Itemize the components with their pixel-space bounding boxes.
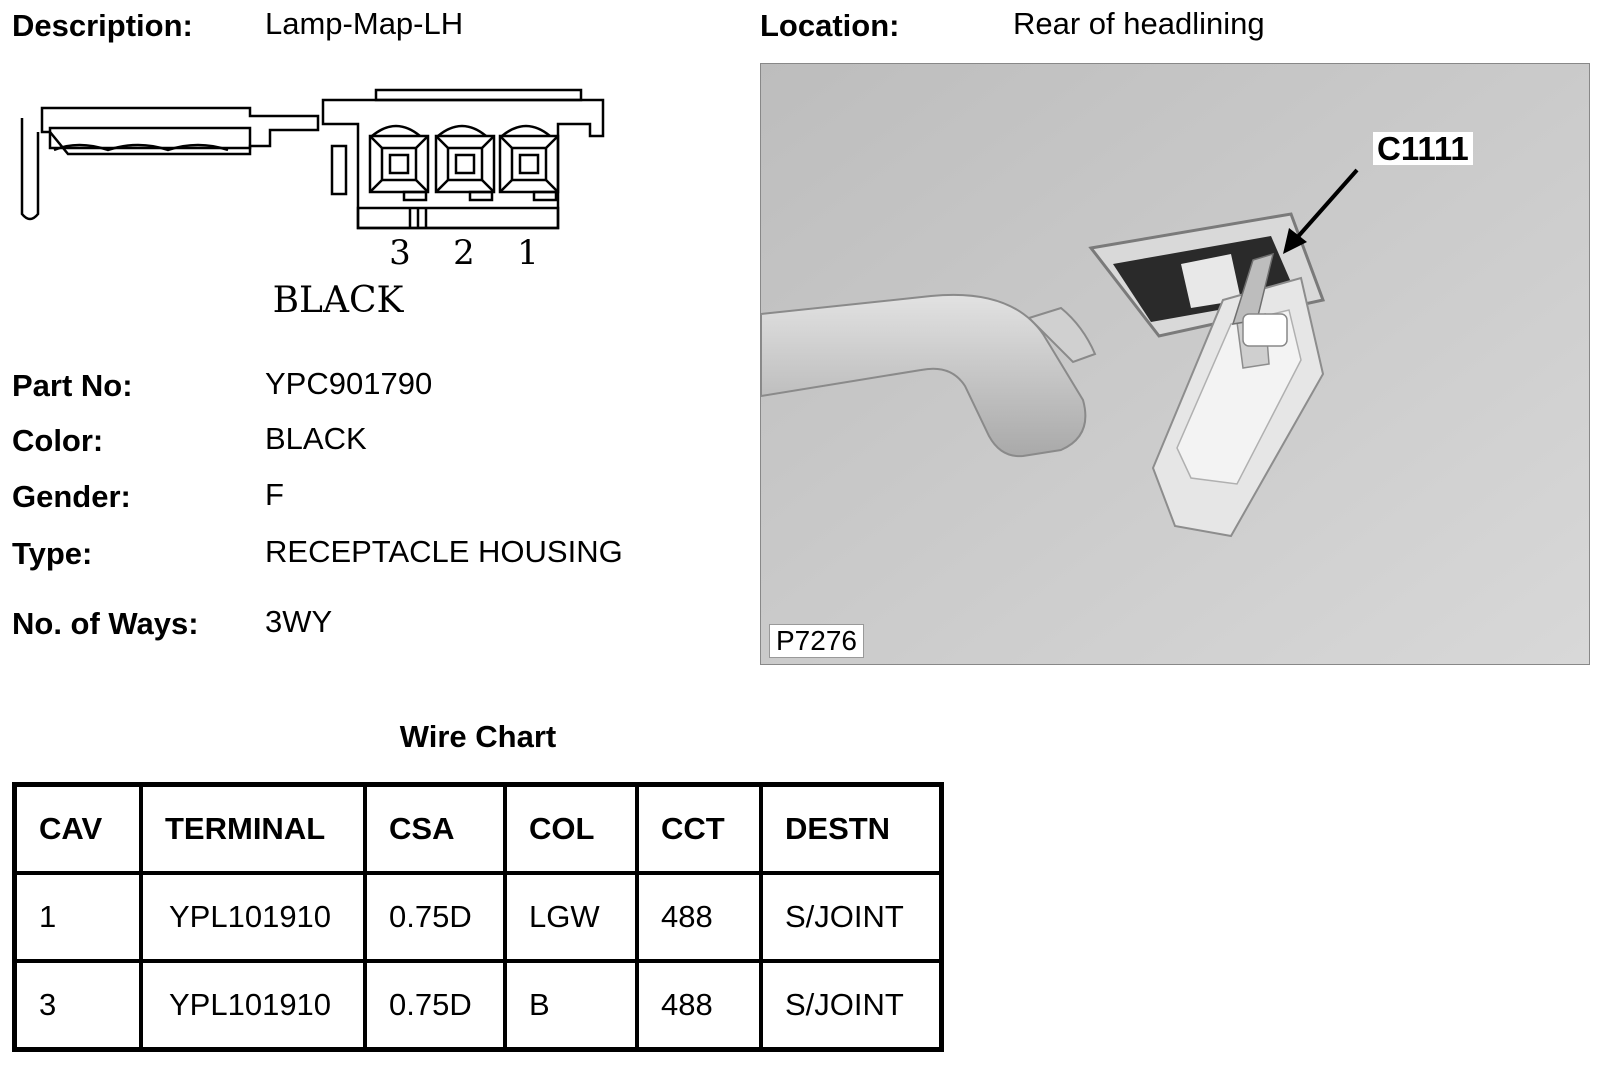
table-row [15,961,942,1050]
column-header-col: COL [505,785,637,874]
cell-cav: 3 [15,961,142,1050]
location-value: Rear of headlining [1013,6,1265,41]
cell-csa: 0.75D [365,961,505,1050]
wire-chart-title: Wire Chart [399,719,557,754]
location-label: Location: [760,8,900,43]
column-header-cct: CCT [637,785,761,874]
connector-callout: C1111 [1373,132,1473,165]
type-label: Type: [12,536,93,571]
table-header-row [15,785,942,874]
ways-value: 3WY [265,604,333,639]
pin-label: 3 [389,233,411,273]
column-header-cav: CAV [15,785,142,874]
part-no-label: Part No: [12,368,133,403]
ways-label: No. of Ways: [12,606,199,641]
description-value: Lamp-Map-LH [265,6,464,41]
cell-col: LGW [505,873,637,961]
cell-col: B [505,961,637,1050]
wire-chart-table [12,782,944,1052]
cell-terminal: YPL101910 [141,873,365,961]
cell-cav: 1 [15,873,142,961]
cell-terminal: YPL101910 [141,961,365,1050]
pin-label: 2 [453,233,475,273]
cell-cct: 488 [637,873,761,961]
color-caption: BLACK [272,280,404,321]
table-row [15,873,942,961]
cell-cct: 488 [637,961,761,1050]
cell-destn: S/JOINT [761,873,942,961]
description-label: Description: [12,8,193,43]
cell-destn: S/JOINT [761,961,942,1050]
connector-diagram [18,88,608,338]
cell-csa: 0.75D [365,873,505,961]
part-no-value: YPC901790 [265,366,433,401]
column-header-csa: CSA [365,785,505,874]
color-label: Color: [12,423,104,458]
type-value: RECEPTACLE HOUSING [265,534,623,569]
column-header-destn: DESTN [761,785,942,874]
gender-label: Gender: [12,479,131,514]
photo-reference: P7276 [769,624,864,658]
color-value: BLACK [265,421,367,456]
gender-value: F [265,477,284,512]
pin-label: 1 [517,233,539,273]
column-header-terminal: TERMINAL [141,785,365,874]
location-photo [760,63,1590,665]
